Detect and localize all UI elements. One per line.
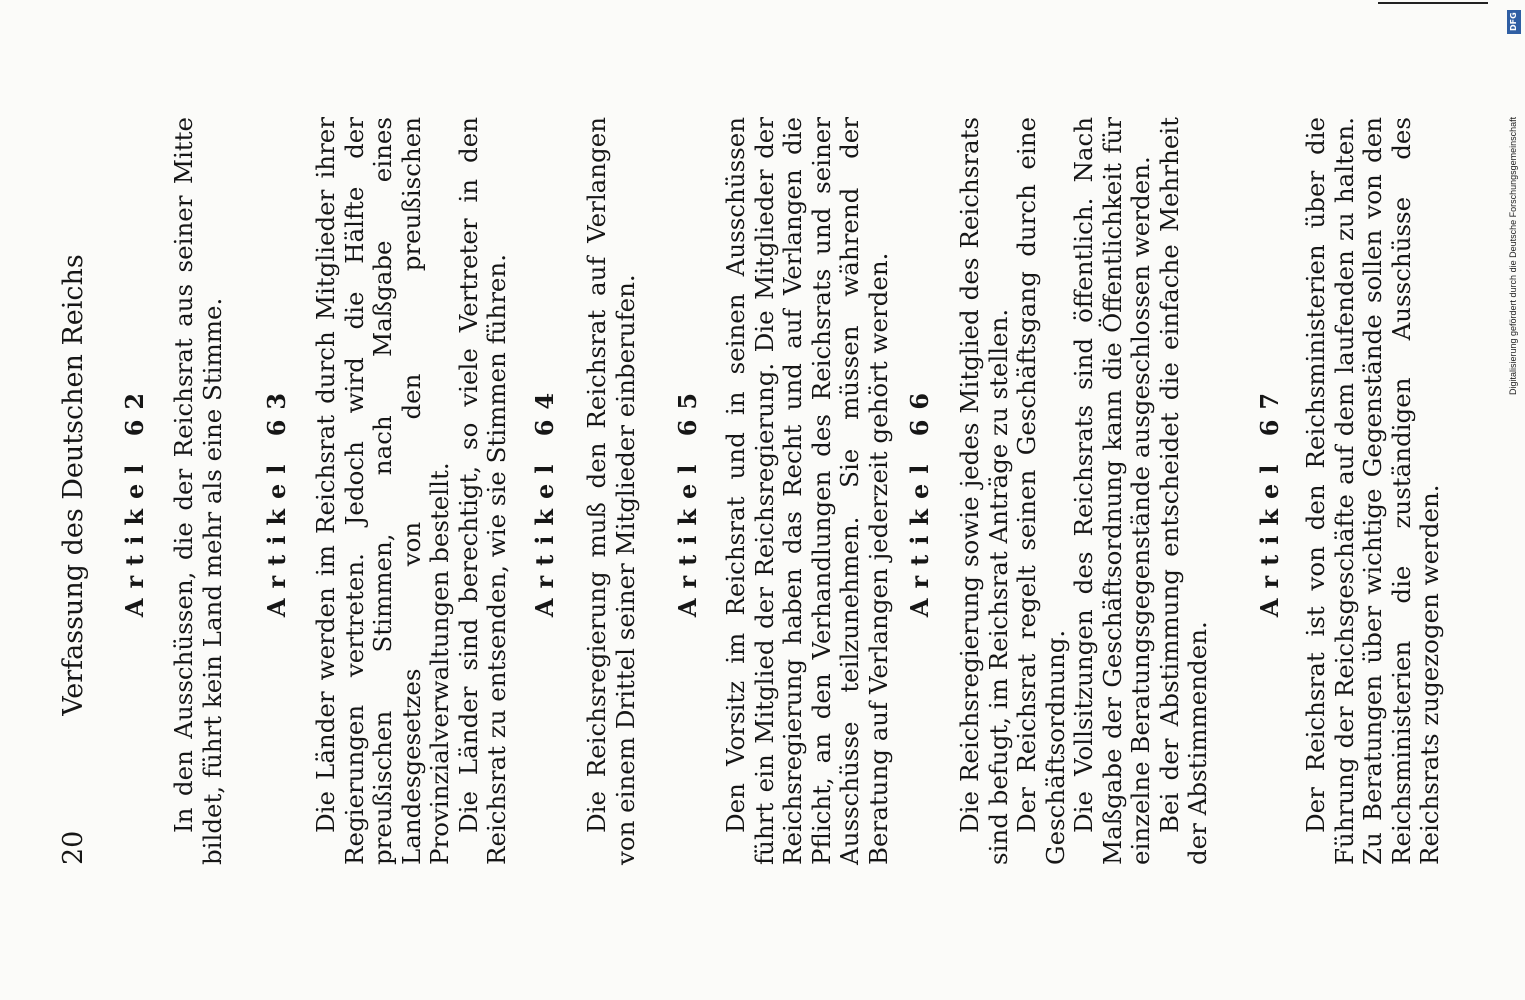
- paragraph: Die Reichsregierung muß den Reichsrat auf Verlangen von einem Drittel seiner Mitglieder einberufen.: [582, 117, 640, 865]
- article-heading: Artikel 63: [262, 382, 291, 618]
- article-body: [170, 117, 227, 865]
- article-body: [956, 117, 1213, 865]
- paragraph: Der Reichsrat regelt seinen Geschäftsgang durch eine Geschäftsordnung.: [1012, 117, 1070, 865]
- paragraph: In den Ausschüssen, die der Reichsrat aus seiner Mitte bildet, führt kein Land mehr als eine Stimme.: [169, 117, 227, 865]
- page-number: 20: [58, 830, 89, 865]
- article-body: [583, 117, 640, 865]
- article-heading: Artikel 64: [530, 382, 559, 618]
- article-body: [312, 117, 512, 865]
- paragraph: Der Reichsrat ist von den Reichsministerien über die Führung der Reichsgeschäfte auf dem laufenden zu halten. Zu Beratungen über wichtige Gegenstände sollen von den Reichsministerien die zuständigen Ausschüsse des Reichsrats zugezogen werden.: [1301, 117, 1444, 865]
- article-heading: Artikel 66: [905, 382, 934, 618]
- running-title: Verfassung des Deutschen Reichs: [58, 254, 89, 716]
- paragraph: Die Reichsregierung sowie jedes Mitglied des Reichsrats sind befugt, im Reichsrat Anträge zu stellen.: [955, 117, 1013, 865]
- paragraph: Die Vollsitzungen des Reichsrats sind öffentlich. Nach Maßgabe der Geschäftsordnung kann die Öffentlichkeit für einzelne Beratungsgegenstände ausgeschlossen werden.: [1069, 117, 1155, 865]
- digitization-note: Digitalisierung gefördert durch die Deutsche Forschungsgemeinschaft: [1508, 116, 1518, 395]
- article-body: [722, 117, 893, 865]
- running-header: [58, 105, 98, 865]
- article-heading: Artikel 62: [120, 382, 149, 618]
- article-heading: Artikel 65: [673, 382, 702, 618]
- dfg-logo: DFG: [1507, 10, 1521, 34]
- paragraph: Die Länder sind berechtigt, so viele Vertreter in den Reichsrat zu entsenden, wie sie Stimmen führen.: [453, 117, 511, 865]
- article-heading: Artikel 67: [1255, 382, 1284, 618]
- paragraph: Den Vorsitz im Reichsrat und in seinen Ausschüssen führt ein Mitglied der Reichsregierung. Die Mitglieder der Reichsregierung haben das Recht und auf Verlangen die Pflicht, an den Verhandlungen des Reichsrats und seiner Ausschüsse teilzunehmen. Sie müssen während der Beratung auf Verlangen jederzeit gehört werden.: [721, 117, 893, 865]
- article-body: [1302, 117, 1445, 865]
- paragraph: Bei der Abstimmung entscheidet die einfache Mehrheit der Abstimmenden.: [1154, 117, 1212, 865]
- paragraph: Die Länder werden im Reichsrat durch Mitglieder ihrer Regierungen vertreten. Jedoch wird die Hälfte der preußischen Stimmen, nach Maßgabe eines Landesgesetzes von den preußischen Provinzialverwaltungen bestellt.: [311, 117, 454, 865]
